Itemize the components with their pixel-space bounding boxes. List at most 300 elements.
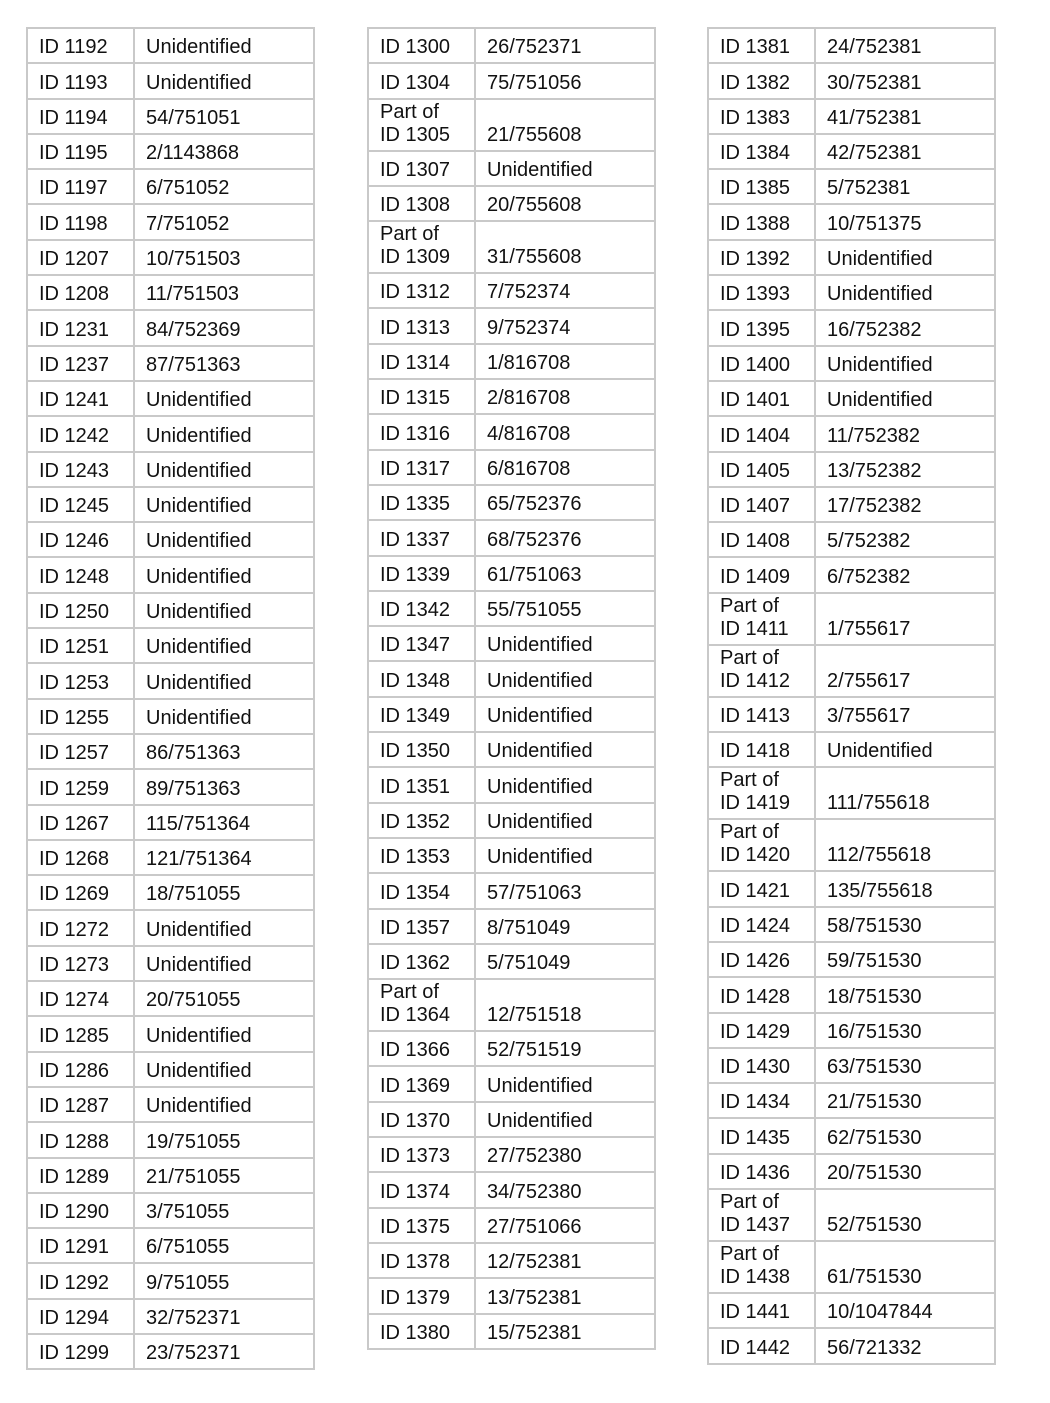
id-cell bbox=[27, 1087, 134, 1122]
id-cell bbox=[368, 1208, 475, 1243]
id-label: ID 1269 bbox=[39, 883, 110, 906]
id-label: ID 1347 bbox=[380, 634, 451, 657]
table-row bbox=[708, 645, 995, 697]
table-row bbox=[27, 699, 314, 734]
id-label: ID 1288 bbox=[39, 1130, 110, 1153]
id-label: ID 1418 bbox=[720, 740, 791, 763]
id-table-middle bbox=[367, 27, 656, 1350]
id-cell bbox=[27, 1193, 134, 1228]
table-row bbox=[368, 1208, 655, 1243]
id-cell bbox=[368, 308, 475, 343]
id-cell bbox=[368, 1031, 475, 1066]
table-row bbox=[27, 875, 314, 910]
id-label: ID 1388 bbox=[720, 212, 791, 235]
id-label: ID 1401 bbox=[720, 389, 791, 412]
reference-cell: 23/752371 bbox=[134, 1334, 314, 1369]
table-row bbox=[368, 99, 655, 151]
id-label: ID 1350 bbox=[380, 740, 451, 763]
id-label: ID 1385 bbox=[720, 177, 791, 200]
reference-cell: 15/752381 bbox=[475, 1314, 655, 1349]
id-cell bbox=[27, 99, 134, 134]
table-row bbox=[27, 628, 314, 663]
id-label: ID 1193 bbox=[39, 71, 108, 94]
id-label: ID 1198 bbox=[39, 212, 108, 235]
id-label: ID 1349 bbox=[380, 705, 451, 728]
id-cell bbox=[368, 450, 475, 485]
table-row bbox=[368, 1031, 655, 1066]
reference-cell: Unidentified bbox=[134, 1016, 314, 1051]
id-cell bbox=[27, 734, 134, 769]
reference-cell: 2/1143868 bbox=[134, 134, 314, 169]
reference-cell: Unidentified bbox=[815, 732, 995, 767]
part-of-label: Part of bbox=[720, 1243, 779, 1266]
reference-cell: Unidentified bbox=[475, 697, 655, 732]
table-row bbox=[368, 1243, 655, 1278]
table-row bbox=[368, 767, 655, 802]
id-cell bbox=[27, 1122, 134, 1157]
reference-cell: 11/752382 bbox=[815, 416, 995, 451]
id-cell bbox=[368, 732, 475, 767]
table-row bbox=[708, 99, 995, 134]
reference-cell: 121/751364 bbox=[134, 840, 314, 875]
table-row bbox=[708, 381, 995, 416]
id-label: ID 1370 bbox=[380, 1110, 451, 1133]
id-label: ID 1351 bbox=[380, 775, 451, 798]
id-cell bbox=[708, 557, 815, 592]
reference-cell: 18/751530 bbox=[815, 977, 995, 1012]
table-row bbox=[27, 734, 314, 769]
id-cell bbox=[708, 452, 815, 487]
table-row bbox=[27, 452, 314, 487]
table-row bbox=[27, 769, 314, 804]
id-cell bbox=[368, 151, 475, 186]
id-label: ID 1314 bbox=[380, 352, 451, 375]
id-label: ID 1197 bbox=[39, 177, 108, 200]
reference-cell: Unidentified bbox=[134, 628, 314, 663]
reference-cell: 16/751530 bbox=[815, 1013, 995, 1048]
table-row bbox=[27, 522, 314, 557]
reference-cell: 10/751503 bbox=[134, 240, 314, 275]
id-label: ID 1313 bbox=[380, 316, 451, 339]
id-label: ID 1304 bbox=[380, 71, 451, 94]
table-row bbox=[368, 485, 655, 520]
id-cell bbox=[708, 977, 815, 1012]
id-label: ID 1237 bbox=[39, 353, 110, 376]
id-cell bbox=[27, 169, 134, 204]
table-row bbox=[708, 593, 995, 645]
id-label: ID 1435 bbox=[720, 1126, 791, 1149]
reference-cell: 1/816708 bbox=[475, 344, 655, 379]
id-label: ID 1245 bbox=[39, 495, 110, 518]
reference-cell: 6/751055 bbox=[134, 1228, 314, 1263]
id-cell bbox=[27, 1016, 134, 1051]
table-row bbox=[708, 1293, 995, 1328]
id-label: ID 1335 bbox=[380, 493, 451, 516]
id-label: ID 1291 bbox=[39, 1236, 110, 1259]
reference-cell: 18/751055 bbox=[134, 875, 314, 910]
id-cell bbox=[27, 28, 134, 63]
id-cell bbox=[27, 1263, 134, 1298]
table-row bbox=[27, 63, 314, 98]
id-label: ID 1250 bbox=[39, 601, 110, 624]
part-of-label: Part of bbox=[380, 223, 439, 246]
id-cell bbox=[27, 381, 134, 416]
id-label: ID 1292 bbox=[39, 1271, 110, 1294]
part-of-label: Part of bbox=[380, 100, 439, 123]
id-label: ID 1287 bbox=[39, 1095, 110, 1118]
table-row bbox=[27, 1158, 314, 1193]
reference-cell: Unidentified bbox=[475, 1102, 655, 1137]
id-cell bbox=[368, 186, 475, 221]
id-cell bbox=[708, 381, 815, 416]
table-row bbox=[708, 522, 995, 557]
id-label: ID 1400 bbox=[720, 353, 791, 376]
id-label: ID 1337 bbox=[380, 528, 451, 551]
id-label: ID 1426 bbox=[720, 950, 791, 973]
reference-cell: Unidentified bbox=[134, 522, 314, 557]
id-label: ID 1308 bbox=[380, 194, 451, 217]
id-cell bbox=[368, 344, 475, 379]
id-cell bbox=[368, 379, 475, 414]
id-label: ID 1286 bbox=[39, 1059, 110, 1082]
table-row bbox=[708, 28, 995, 63]
table-row bbox=[708, 1328, 995, 1363]
table-row bbox=[27, 1087, 314, 1122]
table-row bbox=[368, 626, 655, 661]
part-of-label: Part of bbox=[720, 769, 779, 792]
reference-cell: 56/721332 bbox=[815, 1328, 995, 1363]
id-cell bbox=[708, 1328, 815, 1363]
id-label: ID 1442 bbox=[720, 1336, 791, 1359]
table-row bbox=[27, 663, 314, 698]
reference-cell: Unidentified bbox=[134, 910, 314, 945]
id-cell bbox=[27, 310, 134, 345]
table-row bbox=[368, 450, 655, 485]
table-row bbox=[27, 28, 314, 63]
id-label: ID 1294 bbox=[39, 1306, 110, 1329]
reference-cell: 7/751052 bbox=[134, 204, 314, 239]
table-row bbox=[27, 557, 314, 592]
id-label: ID 1369 bbox=[380, 1074, 451, 1097]
id-label: ID 1309 bbox=[380, 246, 451, 269]
id-cell bbox=[708, 522, 815, 557]
reference-cell: Unidentified bbox=[134, 663, 314, 698]
id-cell bbox=[27, 134, 134, 169]
reference-cell: Unidentified bbox=[134, 557, 314, 592]
id-label: ID 1242 bbox=[39, 424, 110, 447]
table-row bbox=[368, 1137, 655, 1172]
table-row bbox=[368, 944, 655, 979]
id-label: ID 1289 bbox=[39, 1165, 110, 1188]
id-cell bbox=[368, 661, 475, 696]
id-cell bbox=[27, 416, 134, 451]
id-label: ID 1299 bbox=[39, 1342, 110, 1365]
table-row bbox=[27, 204, 314, 239]
table-row bbox=[368, 520, 655, 555]
table-row bbox=[27, 1122, 314, 1157]
id-cell bbox=[368, 520, 475, 555]
id-cell bbox=[708, 416, 815, 451]
reference-cell: 135/755618 bbox=[815, 871, 995, 906]
id-label: ID 1436 bbox=[720, 1162, 791, 1185]
table-row bbox=[27, 1052, 314, 1087]
id-label: ID 1248 bbox=[39, 565, 110, 588]
reference-cell: 19/751055 bbox=[134, 1122, 314, 1157]
id-cell bbox=[708, 99, 815, 134]
table-row bbox=[708, 487, 995, 522]
id-cell bbox=[708, 134, 815, 169]
reference-cell: Unidentified bbox=[475, 661, 655, 696]
table-row bbox=[708, 240, 995, 275]
reference-cell: Unidentified bbox=[475, 151, 655, 186]
table-row bbox=[368, 803, 655, 838]
reference-cell: Unidentified bbox=[134, 593, 314, 628]
reference-cell: Unidentified bbox=[134, 452, 314, 487]
id-table-right bbox=[707, 27, 996, 1365]
reference-cell: 115/751364 bbox=[134, 805, 314, 840]
table-row bbox=[708, 275, 995, 310]
id-label: ID 1434 bbox=[720, 1091, 791, 1114]
table-row bbox=[27, 593, 314, 628]
id-label: ID 1251 bbox=[39, 636, 110, 659]
id-label: ID 1348 bbox=[380, 669, 451, 692]
id-cell bbox=[708, 645, 815, 697]
table-row bbox=[708, 1048, 995, 1083]
reference-cell: 59/751530 bbox=[815, 942, 995, 977]
id-cell bbox=[27, 240, 134, 275]
id-cell bbox=[708, 487, 815, 522]
id-label: ID 1246 bbox=[39, 530, 110, 553]
reference-cell: 3/755617 bbox=[815, 697, 995, 732]
table-row bbox=[368, 414, 655, 449]
reference-cell: 34/752380 bbox=[475, 1172, 655, 1207]
id-cell bbox=[708, 240, 815, 275]
id-label: ID 1272 bbox=[39, 918, 110, 941]
id-cell bbox=[368, 1314, 475, 1349]
reference-cell: 24/752381 bbox=[815, 28, 995, 63]
reference-cell: Unidentified bbox=[134, 487, 314, 522]
id-label: ID 1393 bbox=[720, 283, 791, 306]
id-cell bbox=[708, 169, 815, 204]
id-label: ID 1424 bbox=[720, 914, 791, 937]
reference-cell: 12/752381 bbox=[475, 1243, 655, 1278]
table-row bbox=[708, 63, 995, 98]
id-cell bbox=[27, 663, 134, 698]
table-row bbox=[708, 907, 995, 942]
reference-cell: Unidentified bbox=[475, 767, 655, 802]
table-row bbox=[708, 942, 995, 977]
table-row bbox=[368, 1314, 655, 1349]
table-row bbox=[368, 909, 655, 944]
id-label: ID 1231 bbox=[39, 318, 110, 341]
id-cell bbox=[368, 838, 475, 873]
id-cell bbox=[708, 1118, 815, 1153]
reference-cell: Unidentified bbox=[134, 63, 314, 98]
table-row bbox=[708, 1083, 995, 1118]
id-cell bbox=[27, 1052, 134, 1087]
table-row bbox=[368, 1102, 655, 1137]
table-row bbox=[708, 169, 995, 204]
id-cell bbox=[708, 732, 815, 767]
reference-cell: 8/751049 bbox=[475, 909, 655, 944]
reference-cell: 52/751530 bbox=[815, 1189, 995, 1241]
id-label: ID 1384 bbox=[720, 142, 791, 165]
table-row bbox=[708, 819, 995, 871]
id-label: ID 1412 bbox=[720, 669, 791, 692]
id-cell bbox=[368, 99, 475, 151]
id-cell bbox=[708, 1013, 815, 1048]
reference-cell: 6/752382 bbox=[815, 557, 995, 592]
table-row bbox=[27, 240, 314, 275]
id-label: ID 1408 bbox=[720, 530, 791, 553]
id-cell bbox=[368, 273, 475, 308]
reference-cell: 27/751066 bbox=[475, 1208, 655, 1243]
reference-cell: 20/751055 bbox=[134, 981, 314, 1016]
table-row bbox=[27, 310, 314, 345]
id-label: ID 1259 bbox=[39, 777, 110, 800]
id-label: ID 1420 bbox=[720, 844, 791, 867]
id-label: ID 1317 bbox=[380, 457, 451, 480]
reference-cell: 5/751049 bbox=[475, 944, 655, 979]
id-label: ID 1409 bbox=[720, 565, 791, 588]
table-row bbox=[708, 1154, 995, 1189]
id-cell bbox=[368, 1172, 475, 1207]
table-row bbox=[368, 732, 655, 767]
id-label: ID 1407 bbox=[720, 495, 791, 518]
table-row bbox=[708, 346, 995, 381]
id-cell bbox=[368, 1137, 475, 1172]
id-cell bbox=[708, 942, 815, 977]
table-row bbox=[368, 1172, 655, 1207]
id-cell bbox=[708, 310, 815, 345]
table-row bbox=[27, 99, 314, 134]
table-row bbox=[27, 346, 314, 381]
reference-cell: 54/751051 bbox=[134, 99, 314, 134]
part-of-label: Part of bbox=[720, 594, 779, 617]
reference-cell: Unidentified bbox=[475, 803, 655, 838]
table-row bbox=[708, 1189, 995, 1241]
id-cell bbox=[368, 28, 475, 63]
reference-cell: 9/751055 bbox=[134, 1263, 314, 1298]
reference-cell: 10/1047844 bbox=[815, 1293, 995, 1328]
table-row bbox=[27, 487, 314, 522]
reference-cell: Unidentified bbox=[134, 28, 314, 63]
reference-cell: 58/751530 bbox=[815, 907, 995, 942]
reference-cell: 5/752381 bbox=[815, 169, 995, 204]
id-cell bbox=[27, 522, 134, 557]
id-cell bbox=[368, 944, 475, 979]
table-row bbox=[368, 661, 655, 696]
reference-cell: Unidentified bbox=[815, 240, 995, 275]
reference-cell: 2/816708 bbox=[475, 379, 655, 414]
id-cell bbox=[27, 699, 134, 734]
reference-cell: 6/816708 bbox=[475, 450, 655, 485]
id-cell bbox=[27, 946, 134, 981]
id-cell bbox=[27, 840, 134, 875]
reference-cell: 21/751530 bbox=[815, 1083, 995, 1118]
reference-cell: 57/751063 bbox=[475, 873, 655, 908]
id-label: ID 1430 bbox=[720, 1056, 791, 1079]
id-cell bbox=[368, 63, 475, 98]
table-row bbox=[27, 1016, 314, 1051]
reference-cell: 20/751530 bbox=[815, 1154, 995, 1189]
id-label: ID 1374 bbox=[380, 1180, 451, 1203]
reference-cell: Unidentified bbox=[475, 838, 655, 873]
id-cell bbox=[27, 1334, 134, 1369]
id-label: ID 1395 bbox=[720, 318, 791, 341]
id-cell bbox=[27, 63, 134, 98]
id-cell bbox=[368, 1066, 475, 1101]
reference-cell: 10/751375 bbox=[815, 204, 995, 239]
reference-cell: 61/751530 bbox=[815, 1241, 995, 1293]
id-cell bbox=[708, 1048, 815, 1083]
id-cell bbox=[368, 873, 475, 908]
id-label: ID 1307 bbox=[380, 158, 451, 181]
id-label: ID 1267 bbox=[39, 812, 110, 835]
reference-cell: Unidentified bbox=[134, 1087, 314, 1122]
table-row bbox=[368, 979, 655, 1031]
id-cell bbox=[27, 593, 134, 628]
reference-cell: 112/755618 bbox=[815, 819, 995, 871]
id-label: ID 1419 bbox=[720, 792, 791, 815]
id-label: ID 1379 bbox=[380, 1286, 451, 1309]
id-label: ID 1404 bbox=[720, 424, 791, 447]
part-of-label: Part of bbox=[720, 1191, 779, 1214]
id-label: ID 1243 bbox=[39, 459, 110, 482]
id-cell bbox=[368, 1243, 475, 1278]
id-label: ID 1352 bbox=[380, 810, 451, 833]
table-row bbox=[708, 871, 995, 906]
id-label: ID 1194 bbox=[39, 106, 108, 129]
id-cell bbox=[27, 1299, 134, 1334]
id-cell bbox=[708, 204, 815, 239]
id-cell bbox=[708, 275, 815, 310]
reference-cell: Unidentified bbox=[815, 275, 995, 310]
reference-cell: 5/752382 bbox=[815, 522, 995, 557]
id-label: ID 1364 bbox=[380, 1004, 451, 1027]
reference-cell: 13/752382 bbox=[815, 452, 995, 487]
id-label: ID 1380 bbox=[380, 1321, 451, 1344]
id-label: ID 1362 bbox=[380, 952, 451, 975]
reference-cell: 61/751063 bbox=[475, 556, 655, 591]
table-row bbox=[368, 1066, 655, 1101]
id-cell bbox=[27, 346, 134, 381]
reference-cell: 63/751530 bbox=[815, 1048, 995, 1083]
table-row bbox=[708, 977, 995, 1012]
reference-cell: Unidentified bbox=[475, 732, 655, 767]
id-label: ID 1195 bbox=[39, 142, 108, 165]
table-row bbox=[368, 556, 655, 591]
id-label: ID 1382 bbox=[720, 71, 791, 94]
table-row bbox=[368, 838, 655, 873]
id-cell bbox=[27, 875, 134, 910]
reference-cell: Unidentified bbox=[134, 381, 314, 416]
reference-cell: 32/752371 bbox=[134, 1299, 314, 1334]
table-row bbox=[368, 221, 655, 273]
id-cell bbox=[368, 414, 475, 449]
table-row bbox=[368, 28, 655, 63]
table-row bbox=[708, 697, 995, 732]
id-cell bbox=[27, 769, 134, 804]
reference-cell: 86/751363 bbox=[134, 734, 314, 769]
table-row bbox=[708, 767, 995, 819]
id-cell bbox=[708, 907, 815, 942]
id-cell bbox=[708, 819, 815, 871]
id-label: ID 1392 bbox=[720, 248, 791, 271]
reference-cell: 3/751055 bbox=[134, 1193, 314, 1228]
id-label: ID 1207 bbox=[39, 248, 110, 271]
id-cell bbox=[27, 204, 134, 239]
